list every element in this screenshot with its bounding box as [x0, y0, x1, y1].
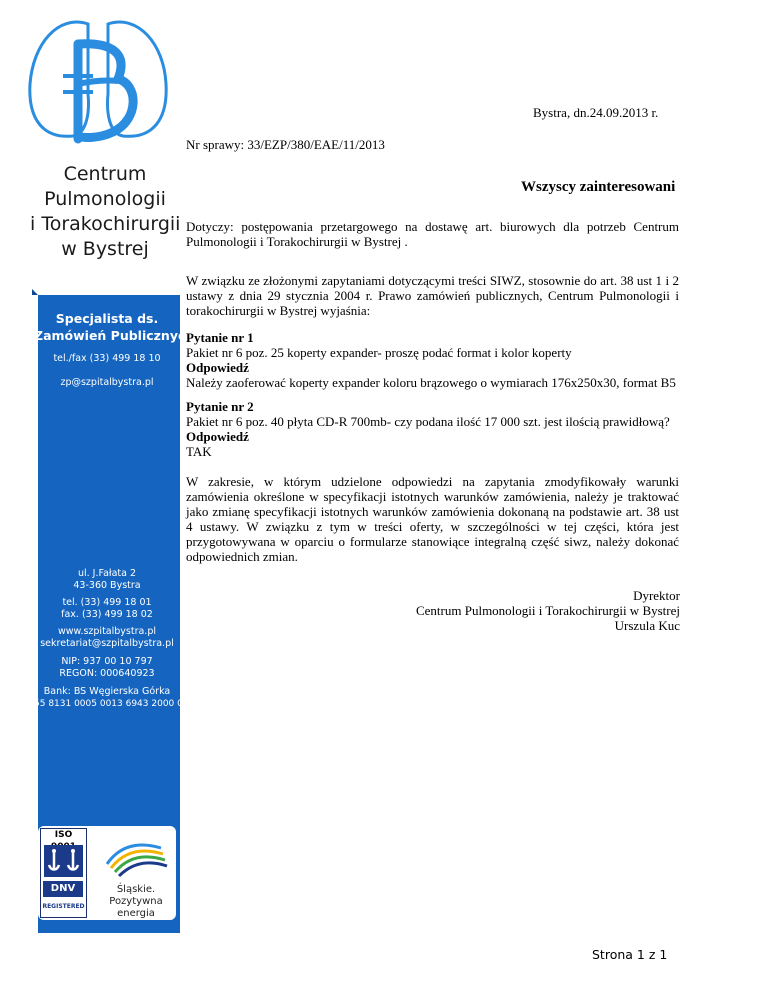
specialist-email[interactable]: zp@szpitalbystra.pl	[60, 377, 154, 388]
slaskie-slogan: Pozytywna energia	[109, 896, 163, 919]
bank-account: 55 8131 0005 0013 6943 2000 0010	[34, 699, 201, 709]
case-number: Nr sprawy: 33/EZP/380/EAE/11/2013	[186, 137, 385, 152]
specialist-subtitle: Zamówień Publicznych	[34, 328, 195, 343]
subject-paragraph: Dotyczy: postępowania przetargowego na dostawę art. biurowych dla potrzeb Centrum Pulmonologii i Torakochirurgii w Bystrej .	[186, 219, 679, 249]
question-label: Pytanie nr 2	[186, 399, 254, 414]
question-label: Pytanie nr 1	[186, 330, 254, 345]
signature-name: Urszula Kuc	[614, 618, 680, 633]
answer-text: Należy zaoferować koperty expander koloru brązowego o wymiarach 176x250x30, format B5	[186, 375, 676, 390]
organization-name: Centrum Pulmonologii i Torakochirurgii w Bystrej	[30, 163, 181, 260]
regon-number: REGON: 000640923	[59, 668, 155, 679]
intro-paragraph: W związku ze złożonymi zapytaniami dotyczącymi treści SIWZ, stosownie do art. 38 ust 1 i 2 ustawy z dnia 29 stycznia 2004 r. Prawo zamówień publicznych, Centrum Pulmonologii i torakochirurgii w Bystrej wyjaśnia:	[186, 273, 679, 318]
specialist-phone: tel./fax (33) 499 18 10	[53, 353, 161, 364]
answer-label: Odpowiedź	[186, 360, 249, 375]
answer-text: TAK	[186, 444, 212, 459]
page-number: Strona 1 z 1	[592, 947, 668, 962]
hospital-email[interactable]: sekretariat@szpitalbystra.pl	[40, 638, 174, 649]
slaskie-logo-icon	[101, 834, 171, 879]
iso-certificate-badge: ISO DNV REGISTERED	[40, 828, 87, 918]
question-text: Pakiet nr 6 poz. 40 płyta CD-R 700mb- czy podana ilość 17 000 szt. jest ilością prawidłową?	[186, 414, 670, 429]
answer-label: Odpowiedź	[186, 429, 249, 444]
dnv-ship-icon	[42, 843, 85, 879]
specialist-title: Specjalista ds.	[55, 311, 159, 326]
slaskie-title: Śląskie.	[116, 884, 156, 895]
hospital-phone: tel. (33) 499 18 01	[62, 597, 152, 608]
signature-organization: Centrum Pulmonologii i Torakochirurgii w Bystrej	[415, 603, 680, 618]
letter-date: Bystra, dn.24.09.2013 r.	[533, 105, 659, 120]
hospital-fax: fax. (33) 499 18 02	[61, 609, 153, 620]
closing-paragraph: W zakresie, w którym udzielone odpowiedzi na zapytania zmodyfikowały warunki zamówienia określone w specyfikacji istotnych warunków zamówienia, należy je traktować jako zmianę specyfikacji istotnych warunków zamówienia dokonaną na podstawie art. 38 ust 4 ustawy. W związku z tym w treści oferty, w szczególności w tej części, która jest przygotowywana w oparciu o formularze stanowiące integralną część siwz, należy dokonać odpowiednich zmian.	[186, 474, 679, 564]
nip-number: NIP: 937 00 10 797	[61, 656, 153, 667]
bank-name: Bank: BS Węgierska Górka	[43, 686, 171, 697]
address-street: ul. J.Fałata 2	[77, 568, 137, 579]
question-text: Pakiet nr 6 poz. 25 koperty expander- proszę podać format i kolor koperty	[186, 345, 572, 360]
address-city: 43-360 Bystra	[73, 580, 141, 591]
addressee: Wszyscy zainteresowani	[521, 179, 676, 195]
hospital-logo-lungs-icon	[18, 14, 178, 154]
question-block-1	[186, 330, 679, 390]
certification-logos	[38, 826, 176, 920]
signature-title: Dyrektor	[633, 588, 680, 603]
hospital-website[interactable]: www.szpitalbystra.pl	[58, 626, 156, 637]
signature-block	[380, 588, 680, 633]
question-block-2	[186, 399, 679, 459]
